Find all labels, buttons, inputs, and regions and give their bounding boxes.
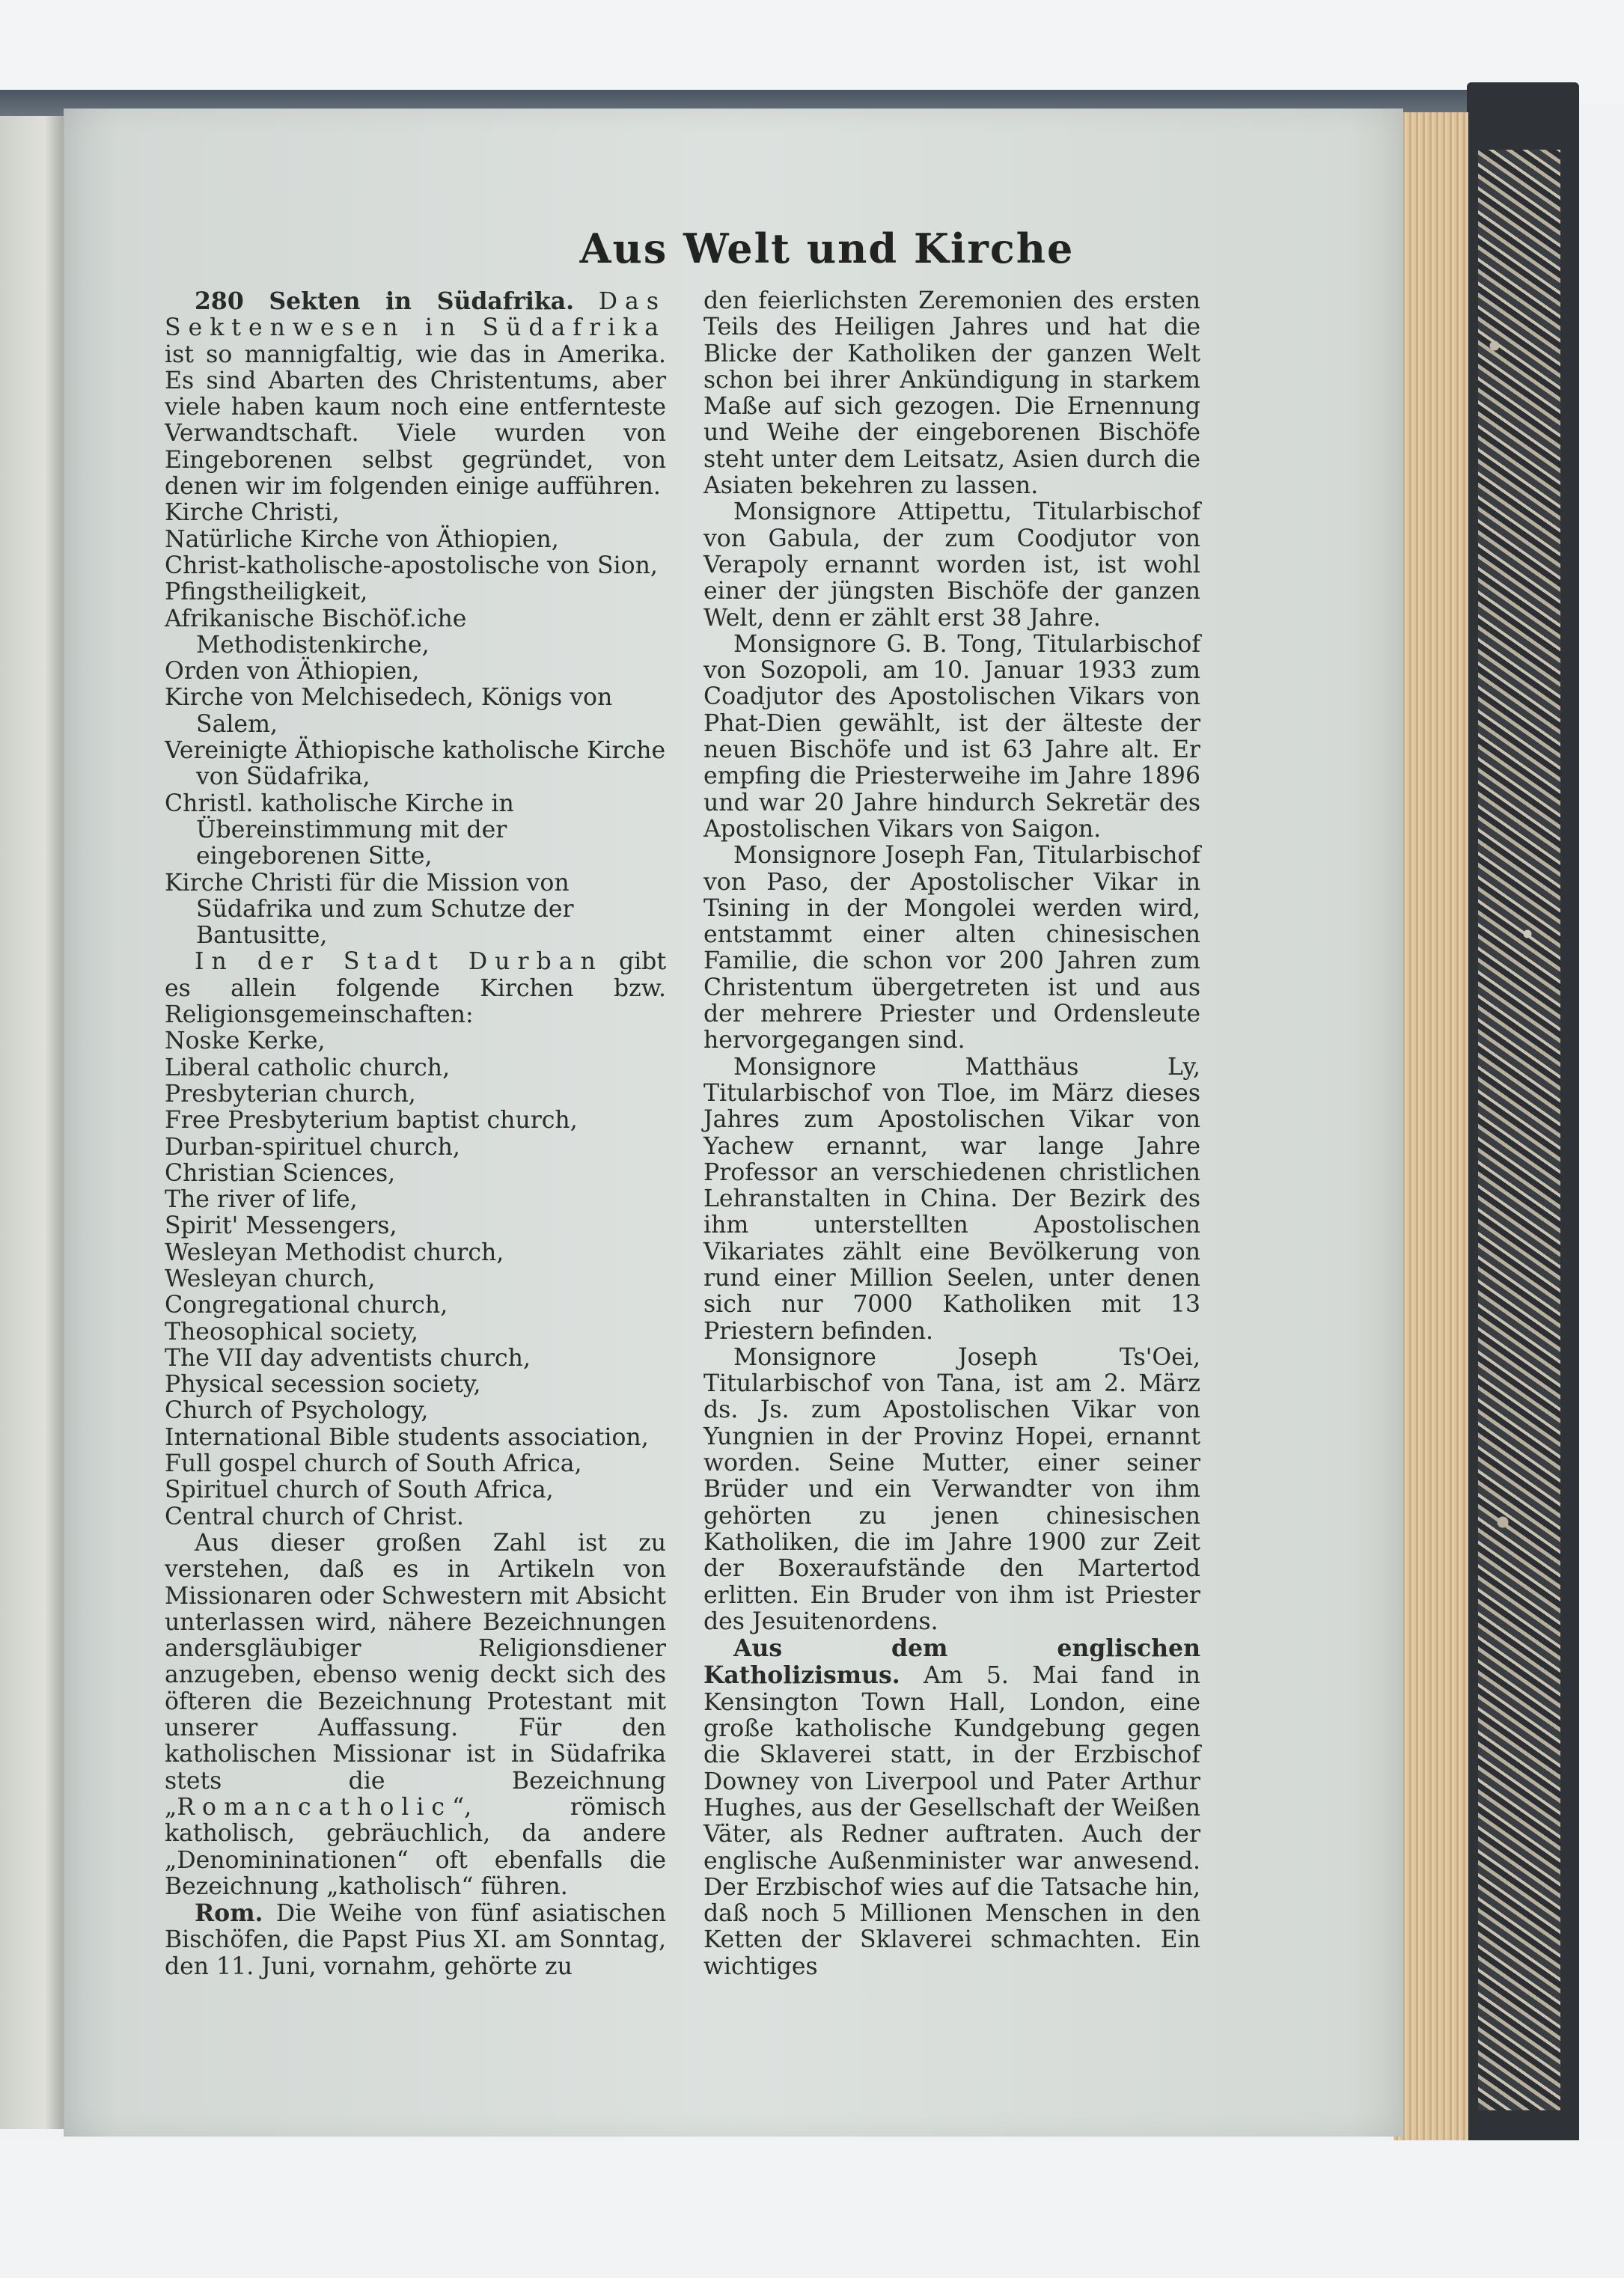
section-heading-england: Aus dem englischen Katholizismus.: [703, 1634, 1200, 1690]
sekten-list: [165, 500, 666, 949]
list-item: Afrikanische Bischöf.iche Methodistenkirche,: [165, 605, 467, 659]
durban-intro: [165, 949, 666, 1028]
list-item: Liberal catholic church,: [165, 1054, 451, 1081]
list-item: Orden von Äthiopien,: [165, 658, 420, 685]
bishop-paragraph: Monsignore Joseph Ts'Oei, Titularbischof von Tana, ist am 2. März ds. Js. zum Apostolischen Vikar von Yungnien in der Provinz Hopei, ernannt worden. Seine Mutter, einer seiner Brüder und ein Verwandter von ihm gehörten zu jenen chinesischen Katholiken, die im Jahre 1900 zur Zeit der Boxeraufstände den Martertod erlitten. Ein Bruder von ihm ist Priester des Jesuitenordens.: [703, 1343, 1200, 1635]
sekten-intro: [165, 288, 666, 500]
bishop-paragraph: Monsignore Attipettu, Titularbischof von Gabula, der zum Coodjutor von Verapoly ernannt worden ist, ist wohl einer der jüngsten Bischöfe der ganzen Welt, denn er zählt erst 38 Jahre.: [703, 498, 1200, 632]
list-item: Spirituel church of South Africa,: [165, 1477, 554, 1504]
spaced-text: In der Stadt Durban: [195, 948, 603, 976]
bishop-paragraphs: [703, 499, 1200, 1635]
page-edges: [1393, 112, 1468, 2140]
bishop-paragraph: Monsignore Matthäus Ly, Titularbischof von Tloe, im März dieses Jahres zum Apostolischen Vikar von Yachew ernannt, war lange Jahre Professor an verschiedenen christlichen Lehranstalten in China. Der Bezirk des ihm unterstellten Apostolischen Vikariates zählt eine Bevölkerung von rund einer Million Seelen, unter denen sich nur 7000 Katholiken mit 13 Priestern befinden.: [703, 1053, 1200, 1345]
bishop-paragraph: Monsignore Joseph Fan, Titularbischof von Paso, der Apostolischer Vikar in Tsining in der Mongolei werden wird, entstammt einer alten chinesischen Familie, die schon vor 200 Jahren zum Christentum übergetreten ist und aus der mehrere Priester und Ordensleute hervorgegangen sind.: [703, 842, 1200, 1054]
bishop-paragraph: Monsignore G. B. Tong, Titularbischof von Sozopoli, am 10. Januar 1933 zum Coadjutor des Apostolischen Vikars von Phat-Dien gewählt, ist der älteste der neuen Bischöfe und ist 63 Jahre alt. Er empfing die Priesterweihe im Jahre 1896 und war 20 Jahre hindurch Sekretär des Apostolischen Vikars von Saigon.: [703, 630, 1200, 843]
left-page-edge: [0, 116, 64, 2129]
right-column: [703, 288, 1200, 1980]
list-item: Wesleyan church,: [165, 1265, 376, 1292]
list-item: Free Presbyterium baptist church,: [165, 1107, 578, 1135]
england-paragraph: [703, 1635, 1200, 1980]
marbled-cover: [1478, 150, 1560, 2110]
list-item: The river of life,: [165, 1186, 358, 1214]
list-item: Theosophical society,: [165, 1318, 418, 1346]
rom-continued: den feierlichsten Zeremonien des ersten Teils des Heiligen Jahres und hat die Blicke der Katholiken der ganzen Welt schon bei ihrer Ankündigung in starkem Maße auf sich gezogen. Die Ernennung und Weihe der eingeborenen Bischöfe steht unter dem Leitsatz, Asien durch die Asiaten bekehren zu lassen.: [703, 287, 1200, 500]
list-item: Presbyterian church,: [165, 1080, 416, 1108]
list-item: Natürliche Kirche von Äthiopien,: [165, 525, 559, 553]
list-item: Vereinigte Äthiopische katholische Kirche von Südafrika,: [165, 737, 666, 791]
list-item: Christian Sciences,: [165, 1159, 396, 1187]
background-top: [0, 0, 1624, 105]
list-item: Wesleyan Methodist church,: [165, 1239, 504, 1266]
paragraph-text: Die Weihe von fünf asiatischen Bischöfen, die Papst Pius XI. am Sonntag, den 11. Juni, vornahm, gehörte zu: [165, 1900, 667, 1980]
list-item: Full gospel church of South Africa,: [165, 1450, 582, 1478]
section-heading-rom: Rom.: [195, 1899, 263, 1928]
paragraph-text: ist so mannigfaltig, wie das in Amerika. Es sind Abarten des Christentums, aber viele haben kaum noch eine entfernteste Verwandtschaft. Viele wurden von Eingeborenen selbst gegründet, von denen wir im folgenden einige aufführen.: [165, 341, 666, 501]
rom-paragraph: [165, 1900, 666, 1980]
list-item: Congregational church,: [165, 1292, 448, 1319]
paragraph-text: Am 5. Mai fand in Kensington Town Hall, London, eine große katholische Kundgebung gegen die Sklaverei statt, in der Erzbischof Downey von Liverpool und Pater Arthur Hughes, aus der Gesellschaft der Weißen Väter, als Redner auftraten. Auch der englische Außenminister war anwesend. Der Erzbischof wies auf die Tatsache hin, daß noch 5 Millionen Menschen in den Ketten der Sklaverei schmachten. Ein wichtiges: [703, 1662, 1200, 1980]
list-item: Durban-spirituel church,: [165, 1133, 460, 1161]
list-item: International Bible students association,: [165, 1423, 649, 1451]
section-heading-sekten: 280 Sekten in Südafrika.: [195, 287, 575, 315]
paragraph-text: “, römisch katholisch, gebräuchlich, da andere „Denomininationen“ oft ebenfalls die Bezeichnung „katholisch“ führen.: [165, 1793, 666, 1900]
spaced-text: Das Sektenwesen in Südafrika: [165, 288, 666, 342]
final-paragraph: [165, 1530, 666, 1900]
durban-church-list: [165, 1028, 666, 1530]
paragraph-text: gibt es allein folgende Kirchen bzw. Religionsgemeinschaften:: [165, 948, 666, 1029]
list-item: Central church of Christ.: [165, 1503, 464, 1530]
list-item: Kirche Christi,: [165, 499, 340, 527]
list-item: Physical secession society,: [165, 1371, 481, 1399]
list-item: Kirche von Melchisedech, Königs von Salem,: [165, 684, 613, 738]
page-title: Aus Welt und Kirche: [579, 225, 1075, 272]
list-item: Pfingstheiligkeit,: [165, 578, 368, 606]
paragraph-text: Aus dieser großen Zahl ist zu verstehen, daß es in Artikeln von Missionaren oder Schwestern mit Absicht unterlassen wird, nähere Bezeichnungen andersgläubiger Religionsdiener anzugeben, ebenso wenig deckt sich des öfteren die Bezeichnung Protestant mit unserer Auffassung. Für den katholischen Missionar ist in Südafrika stets die Bezeichnung „: [165, 1529, 666, 1821]
spaced-text: Romancatholic: [177, 1793, 453, 1821]
left-column: [165, 288, 666, 1980]
background-bottom: [0, 2140, 1624, 2278]
list-item: The VII day adventists church,: [165, 1344, 531, 1372]
list-item: Church of Psychology,: [165, 1397, 429, 1425]
list-item: Christl. katholische Kirche in Übereinstimmung mit der eingeborenen Sitte,: [165, 790, 514, 870]
list-item: Noske Kerke,: [165, 1027, 326, 1055]
list-item: Spirit' Messengers,: [165, 1212, 397, 1240]
list-item: Kirche Christi für die Mission von Südafrika und zum Schutze der Bantusitte,: [165, 869, 574, 950]
list-item: Christ-katholische-apostolische von Sion,: [165, 552, 658, 579]
